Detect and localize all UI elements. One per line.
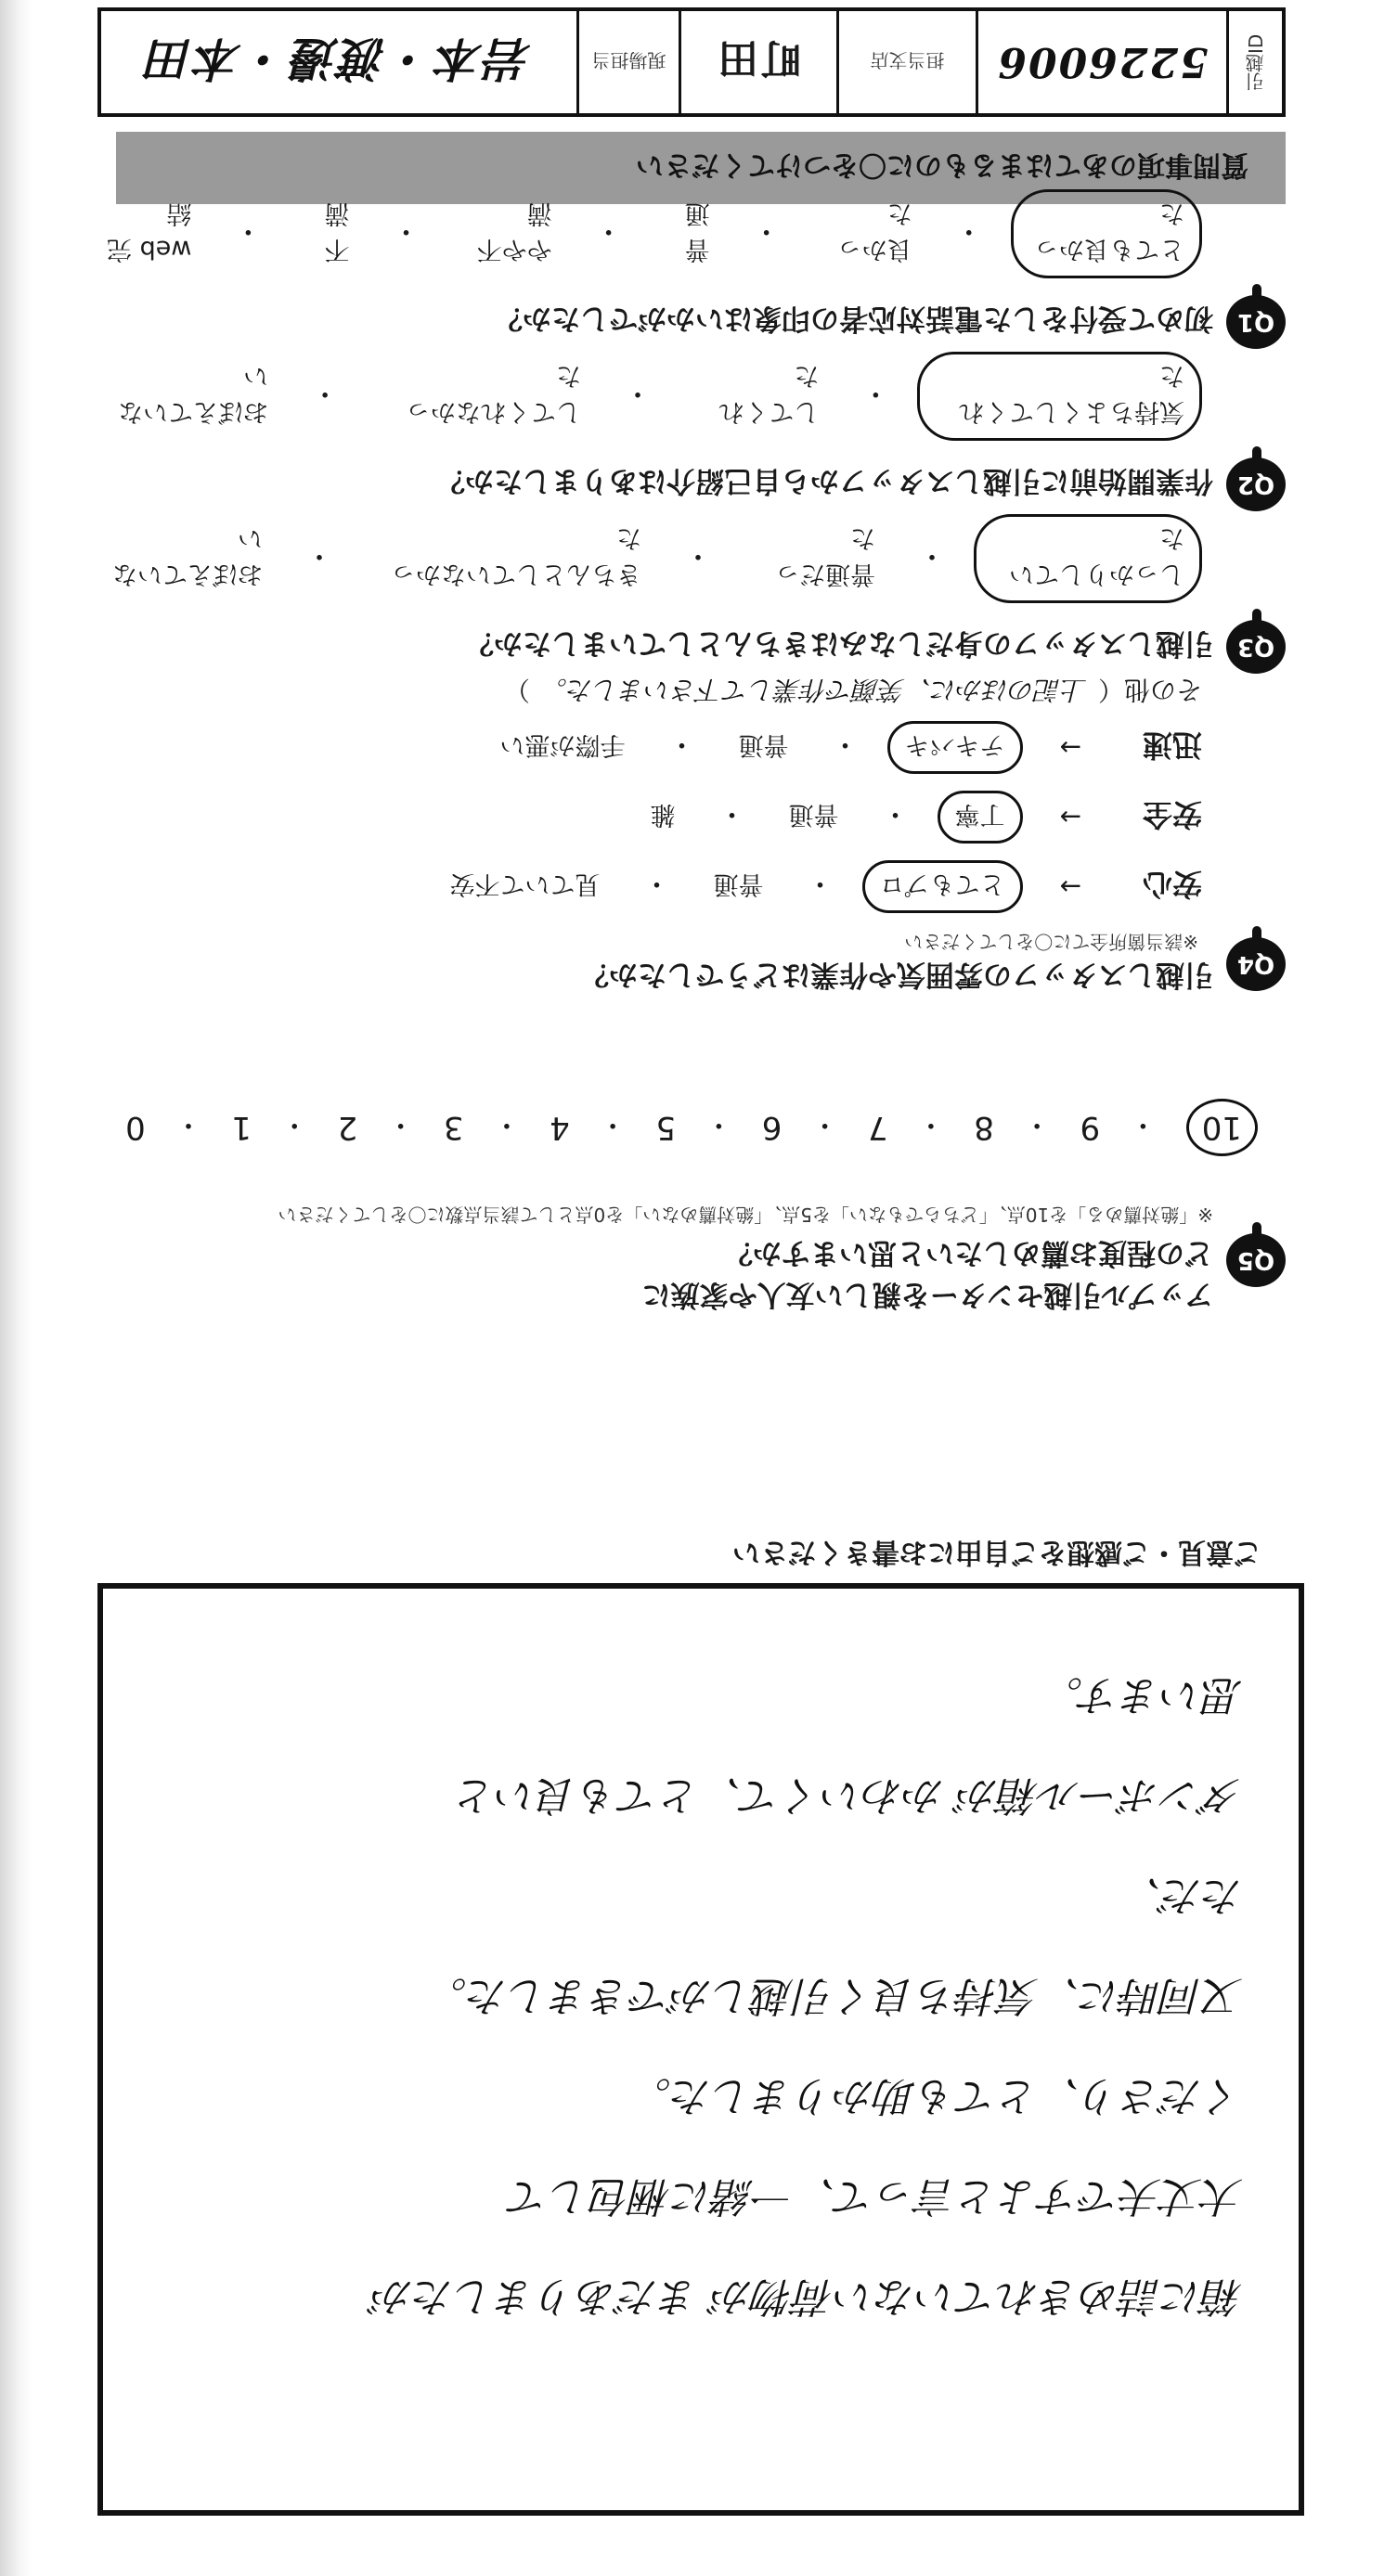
q2-options bbox=[79, 352, 1202, 441]
q4-row-anshin bbox=[79, 860, 1202, 913]
separator-dot: ・ bbox=[280, 1108, 309, 1140]
q4-row-label: 迅速 bbox=[1142, 728, 1202, 764]
q4-jinsoku-clumsy[interactable]: 手際が悪い bbox=[499, 730, 626, 759]
q1-option-web[interactable]: web 完結 bbox=[106, 199, 192, 264]
q3-options bbox=[79, 514, 1202, 603]
comment-line: 箱に詰めきれていない荷物が まだありましたが bbox=[372, 2273, 1243, 2320]
q5-badge: Q5 bbox=[1226, 1234, 1286, 1288]
comment-line: 又同時に、気持ち良く引越しができました。 bbox=[426, 1972, 1243, 2019]
scale-3[interactable]: 3 bbox=[443, 1109, 464, 1146]
q1-text: 初めて受付をした電話対応者の印象はいかがでしたか？ bbox=[494, 302, 1213, 336]
q3-option-normal[interactable]: 普通だった bbox=[775, 523, 875, 588]
q4-anshin-pro[interactable]: とてもプロ bbox=[862, 860, 1023, 913]
q4-other-label: その他（ bbox=[1097, 675, 1202, 705]
q1-option-somewhat-dissatisfied[interactable]: やや不満 bbox=[476, 199, 552, 264]
separator-dot: ・ bbox=[311, 377, 340, 409]
id-value: 5226006 bbox=[996, 38, 1209, 86]
separator-dot: ・ bbox=[392, 214, 420, 247]
branch-value-cell bbox=[679, 11, 836, 113]
id-value-cell bbox=[976, 11, 1226, 113]
comment-line: ダンボール箱が かわいくて、とても良いと bbox=[455, 1771, 1243, 1819]
question-5 bbox=[79, 1203, 1286, 1319]
scale-9[interactable]: 9 bbox=[1080, 1109, 1101, 1146]
id-label-cell bbox=[1226, 11, 1282, 113]
separator-dot: ・ bbox=[831, 728, 860, 761]
separator-dot: ・ bbox=[718, 797, 746, 831]
arrow-icon: → bbox=[1059, 871, 1081, 902]
separator-dot: ・ bbox=[594, 214, 623, 247]
branch-value: 町田 bbox=[716, 34, 802, 82]
separator-dot: ・ bbox=[642, 867, 671, 900]
comment-lines bbox=[148, 1644, 1243, 2346]
banner-text: 質問事項のあてはまるものに〇をつけてください bbox=[636, 148, 1248, 181]
q4-anshin-normal[interactable]: 普通 bbox=[713, 869, 764, 898]
q3-badge: Q3 bbox=[1226, 620, 1286, 674]
question-3 bbox=[79, 514, 1286, 674]
q4-anzen-rough[interactable]: 雑 bbox=[650, 800, 676, 829]
q4-other-line bbox=[79, 673, 1202, 710]
separator-dot: ・ bbox=[624, 377, 652, 409]
comment-title: ご意見・ご感想をご自由にお書きください bbox=[732, 1536, 1261, 1568]
q4-jinsoku-normal[interactable]: 普通 bbox=[738, 730, 789, 759]
scale-7[interactable]: 7 bbox=[867, 1109, 888, 1146]
q4-title bbox=[79, 930, 1286, 998]
q3-option-dont-remember[interactable]: おぼえていない bbox=[112, 523, 263, 588]
separator-dot: ・ bbox=[684, 539, 712, 572]
separator-dot: ・ bbox=[954, 214, 983, 247]
q1-options bbox=[79, 189, 1202, 278]
q2-text: 作業開始前に引越しスタッフから自己紹介はありましたか？ bbox=[436, 464, 1213, 498]
q5-scale bbox=[125, 1099, 1258, 1156]
scale-2[interactable]: 2 bbox=[337, 1109, 358, 1146]
q5-note: ※「絶対薦める」を10点、「どちらでもない」を5点、「絶対薦めない」を0点として該当点数に〇をしてください bbox=[278, 1204, 1213, 1226]
q2-option-did-not[interactable]: してくれなかった bbox=[406, 361, 581, 426]
separator-dot: ・ bbox=[175, 1108, 203, 1140]
branch-label-cell bbox=[836, 11, 976, 113]
q5-title bbox=[79, 1203, 1286, 1319]
q4-row-label: 安心 bbox=[1142, 867, 1202, 903]
staff-value-cell bbox=[101, 11, 576, 113]
q4-other-close: ） bbox=[503, 675, 530, 705]
q1-option-very-good[interactable]: とても良かった bbox=[1011, 189, 1202, 278]
separator-dot: ・ bbox=[386, 1108, 415, 1140]
scale-5[interactable]: 5 bbox=[655, 1109, 677, 1146]
q5-text-line2: どの程度お薦めしたいと思いますか？ bbox=[724, 1236, 1213, 1269]
q4-badge: Q4 bbox=[1226, 937, 1286, 991]
branch-label: 担当支店 bbox=[870, 49, 945, 72]
arrow-icon: → bbox=[1059, 802, 1081, 832]
q4-note: ※該当箇所全てに〇をしてください bbox=[904, 931, 1198, 953]
q1-option-dissatisfied[interactable]: 不満 bbox=[324, 199, 350, 264]
separator-dot: ・ bbox=[234, 214, 263, 247]
q4-jinsoku-quick[interactable]: テキパキ bbox=[887, 721, 1023, 774]
question-2 bbox=[79, 352, 1286, 511]
scale-8[interactable]: 8 bbox=[974, 1109, 994, 1146]
scale-6[interactable]: 6 bbox=[761, 1109, 783, 1146]
staff-value: 岩本・渡邊・本田 bbox=[146, 32, 532, 86]
q3-title bbox=[79, 620, 1286, 674]
separator-dot: ・ bbox=[667, 728, 696, 761]
separator-dot: ・ bbox=[492, 1108, 521, 1140]
q3-option-neat[interactable]: しっかりしていた bbox=[974, 514, 1202, 603]
comment-line: 思います。 bbox=[1041, 1671, 1243, 1719]
q1-title bbox=[79, 295, 1286, 349]
question-1 bbox=[79, 189, 1286, 349]
separator-dot: ・ bbox=[1129, 1108, 1158, 1140]
q3-text: 引越しスタッフの身だしなみはきちんとしていましたか？ bbox=[465, 626, 1213, 661]
q1-option-normal[interactable]: 普通 bbox=[684, 199, 710, 264]
q4-anzen-normal[interactable]: 普通 bbox=[788, 800, 839, 829]
comment-line: 大丈夫ですよと言って、一緒に梱包して bbox=[508, 2172, 1243, 2220]
comment-box[interactable] bbox=[97, 1536, 1304, 2516]
staff-label-cell bbox=[576, 11, 679, 113]
q4-other-text[interactable]: 上記のほかに、笑顔で作業して下さいました。 bbox=[540, 675, 1087, 705]
q3-option-not-neat[interactable]: きちんとしていなかった bbox=[391, 523, 641, 588]
q2-title bbox=[79, 457, 1286, 511]
q4-row-anzen bbox=[79, 791, 1202, 844]
q1-option-good[interactable]: 良かった bbox=[836, 199, 912, 264]
staff-label: 現場担当 bbox=[591, 49, 666, 72]
comment-line: くださり、とても助かりました。 bbox=[630, 2072, 1243, 2119]
q5-text-line1: アップル引越センターを親しい友人や家族に bbox=[641, 1278, 1213, 1311]
scale-4[interactable]: 4 bbox=[550, 1109, 570, 1146]
separator-dot: ・ bbox=[918, 539, 946, 572]
scale-0[interactable]: 0 bbox=[125, 1109, 146, 1146]
id-label: 引越ID bbox=[1245, 33, 1267, 91]
separator-dot: ・ bbox=[1023, 1108, 1052, 1140]
q4-text: 引越しスタッフの雰囲気や作業はどうでしたか？ bbox=[580, 958, 1213, 991]
separator-dot: ・ bbox=[916, 1108, 945, 1140]
separator-dot: ・ bbox=[752, 214, 781, 247]
header-strip bbox=[97, 7, 1286, 117]
separator-dot: ・ bbox=[806, 867, 834, 900]
question-4 bbox=[79, 673, 1286, 998]
q1-badge: Q1 bbox=[1226, 295, 1286, 349]
comment-line: ただ、 bbox=[1120, 1872, 1243, 1919]
separator-dot: ・ bbox=[599, 1108, 627, 1140]
q4-row-jinsoku bbox=[79, 721, 1202, 774]
q2-option-dont-remember[interactable]: おぼえていない bbox=[118, 361, 269, 426]
q4-anshin-anxious[interactable]: 見ていて不安 bbox=[449, 869, 601, 898]
q4-anzen-careful[interactable]: 丁寧 bbox=[938, 791, 1023, 844]
separator-dot: ・ bbox=[705, 1108, 733, 1140]
q2-option-pleasant[interactable]: 気持ちよくしてくれた bbox=[917, 352, 1202, 441]
scale-10[interactable]: 10 bbox=[1186, 1099, 1258, 1156]
separator-dot: ・ bbox=[881, 797, 910, 831]
separator-dot: ・ bbox=[305, 539, 333, 572]
scale-1[interactable]: 1 bbox=[231, 1109, 252, 1146]
q2-option-did[interactable]: してくれた bbox=[718, 361, 820, 426]
separator-dot: ・ bbox=[810, 1108, 839, 1140]
q4-row-label: 安全 bbox=[1142, 797, 1202, 833]
arrow-icon: → bbox=[1059, 732, 1081, 763]
separator-dot: ・ bbox=[861, 377, 890, 409]
q2-badge: Q2 bbox=[1226, 457, 1286, 511]
